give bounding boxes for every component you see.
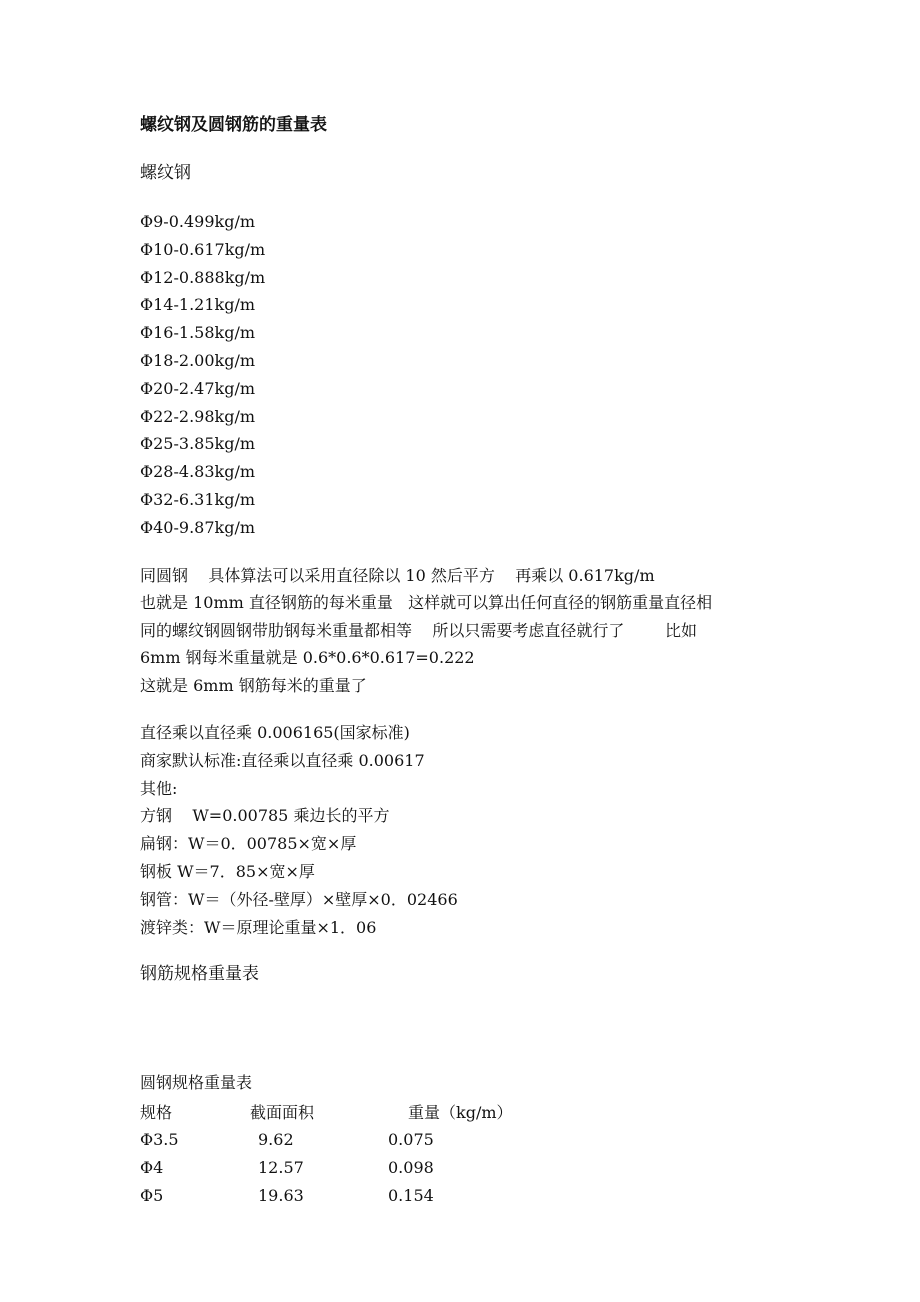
table-cell: 0.075 — [388, 1129, 434, 1149]
formula-line: 钢管：W＝（外径-壁厚）×壁厚×0．02466 — [140, 889, 458, 909]
table-header-row — [140, 1097, 608, 1125]
table-cell: 19.63 — [258, 1185, 304, 1205]
list-item: Φ25-3.85kg/m — [140, 434, 256, 454]
paragraph-line: 同圆钢 具体算法可以采用直径除以 10 然后平方 再乘以 0.617kg/m — [140, 565, 655, 585]
formula-line: 直径乘以直径乘 0.006165(国家标准) — [140, 723, 410, 743]
list-item: Φ16-1.58kg/m — [140, 323, 256, 343]
formula-line: 渡锌类：W＝原理论重量×1．06 — [140, 917, 377, 937]
rebar-heading: 螺纹钢 — [140, 163, 191, 183]
list-item: Φ12-0.888kg/m — [140, 267, 266, 287]
formula-line: 方钢 W=0.00785 乘边长的平方 — [140, 806, 390, 826]
list-item: Φ14-1.21kg/m — [140, 295, 256, 315]
list-item: Φ18-2.00kg/m — [140, 350, 256, 370]
round-steel-table — [140, 1097, 608, 1209]
table-cell: 0.098 — [388, 1157, 434, 1177]
list-item: Φ28-4.83kg/m — [140, 462, 256, 482]
paragraph-line: 6mm 钢每米重量就是 0.6*0.6*0.617=0.222 — [140, 648, 475, 668]
table-row — [140, 1153, 608, 1181]
formula-line: 扁钢：W＝0．00785×宽×厚 — [140, 834, 357, 854]
list-item: Φ20-2.47kg/m — [140, 378, 256, 398]
table-row — [140, 1125, 608, 1153]
table-cell: Φ5 — [140, 1185, 164, 1205]
formula-line: 商家默认标准:直径乘以直径乘 0.00617 — [140, 750, 425, 770]
document-content — [140, 112, 800, 1209]
header-cell: 截面面积 — [250, 1102, 315, 1122]
explanation-paragraph — [140, 562, 800, 700]
paragraph-line: 同的螺纹钢圆钢带肋钢每米重量都相等 所以只需要考虑直径就行了 比如 — [140, 620, 698, 640]
spacer — [140, 1009, 800, 1069]
formula-block — [140, 719, 800, 941]
list-item: Φ22-2.98kg/m — [140, 406, 256, 426]
table-cell: 12.57 — [258, 1157, 304, 1177]
table-row — [140, 1181, 608, 1209]
round-table-title: 圆钢规格重量表 — [140, 1073, 253, 1093]
paragraph-line: 这就是 6mm 钢筋每米的重量了 — [140, 675, 367, 695]
rebar-weight-list — [140, 208, 800, 542]
spec-table-heading: 钢筋规格重量表 — [140, 964, 259, 985]
paragraph-line: 也就是 10mm 直径钢筋的每米重量 这样就可以算出任何直径的钢筋重量直径相 — [140, 593, 713, 613]
table-cell: 9.62 — [258, 1129, 294, 1149]
list-item: Φ10-0.617kg/m — [140, 239, 266, 259]
formula-line: 钢板 W＝7．85×宽×厚 — [140, 862, 315, 882]
table-cell: 0.154 — [388, 1185, 434, 1205]
header-cell: 规格 — [140, 1102, 173, 1122]
list-item: Φ32-6.31kg/m — [140, 489, 256, 509]
table-cell: Φ4 — [140, 1157, 164, 1177]
table-cell: Φ3.5 — [140, 1129, 179, 1149]
list-item: Φ9-0.499kg/m — [140, 212, 256, 231]
list-item: Φ40-9.87kg/m — [140, 517, 256, 537]
document-title: 螺纹钢及圆钢筋的重量表 — [140, 115, 327, 135]
formula-line: 其他: — [140, 778, 178, 798]
header-cell: 重量（kg/m） — [408, 1102, 513, 1122]
